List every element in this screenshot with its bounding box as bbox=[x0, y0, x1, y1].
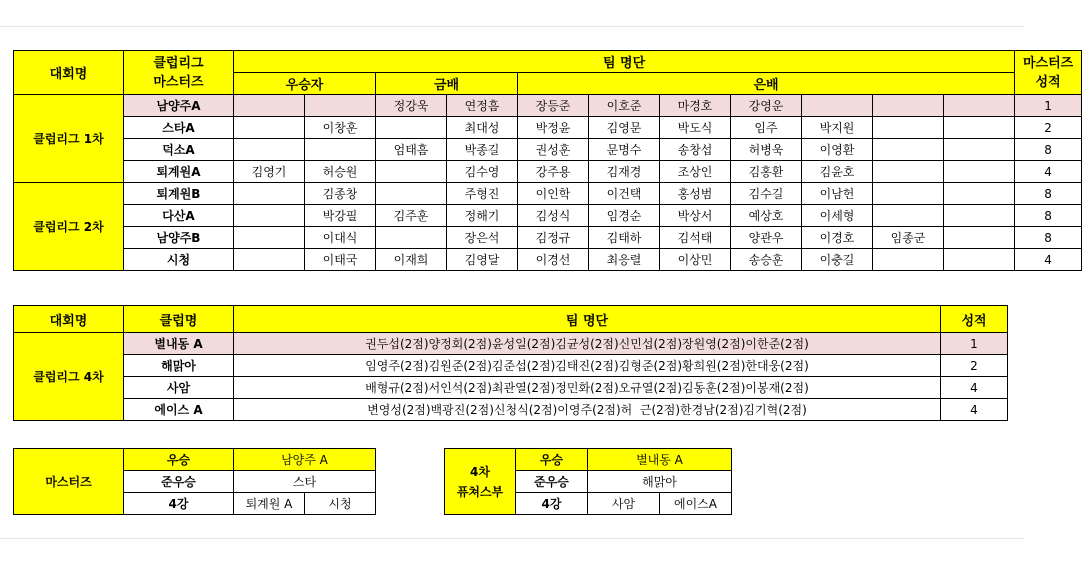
roster-cell: 권두섭(2점)양정회(2점)윤성일(2점)김균성(2점)신민섭(2점)장원영(2점)이한준(2점) bbox=[234, 333, 941, 355]
roster-cell: 김태하 bbox=[589, 227, 660, 249]
club-name: 별내동 A bbox=[124, 333, 234, 355]
roster-cell: 이대식 bbox=[305, 227, 376, 249]
roster-cell: 임주 bbox=[731, 117, 802, 139]
header-team-roster: 팀 명단 bbox=[234, 306, 941, 333]
roster-cell: 김재경 bbox=[589, 161, 660, 183]
roster-cell: 정강욱 bbox=[376, 95, 447, 117]
roster-cell bbox=[234, 205, 305, 227]
club-name: 퇴계원A bbox=[124, 161, 234, 183]
roster-cell: 김윤호 bbox=[802, 161, 873, 183]
semifinal-label: 4강 bbox=[516, 493, 588, 515]
header-league-masters: 클럽리그 마스터즈 bbox=[124, 51, 234, 95]
result-cell: 8 bbox=[1015, 227, 1082, 249]
roster-cell bbox=[944, 95, 1015, 117]
roster-cell: 배형규(2점)서인석(2점)최관열(2점)정민화(2점)오규열(2점)김동훈(2점)이봉재(2점) bbox=[234, 377, 941, 399]
result-cell: 4 bbox=[1015, 249, 1082, 271]
roster-cell: 강영운 bbox=[731, 95, 802, 117]
roster-cell: 정해기 bbox=[447, 205, 518, 227]
roster-cell bbox=[944, 161, 1015, 183]
roster-cell: 김영기 bbox=[234, 161, 305, 183]
roster-cell: 김수영 bbox=[447, 161, 518, 183]
result-cell: 8 bbox=[1015, 183, 1082, 205]
roster-cell bbox=[944, 227, 1015, 249]
club-name: 시청 bbox=[124, 249, 234, 271]
roster-cell: 이태국 bbox=[305, 249, 376, 271]
semifinal-team: 사암 bbox=[588, 493, 660, 515]
futures-title: 4차 퓨쳐스부 bbox=[445, 449, 516, 515]
group-name: 클럽리그 4차 bbox=[14, 333, 124, 421]
roster-cell: 최응렬 bbox=[589, 249, 660, 271]
roster-cell: 박지원 bbox=[802, 117, 873, 139]
sheet-bottom-gridline bbox=[0, 538, 1024, 539]
roster-cell: 홍성범 bbox=[660, 183, 731, 205]
masters-summary-table bbox=[13, 448, 376, 515]
runnerup-label: 준우승 bbox=[124, 471, 234, 493]
roster-cell: 송창섭 bbox=[660, 139, 731, 161]
roster-cell: 김영달 bbox=[447, 249, 518, 271]
roster-cell: 이경선 bbox=[518, 249, 589, 271]
club-name: 퇴계원B bbox=[124, 183, 234, 205]
roster-cell: 이건택 bbox=[589, 183, 660, 205]
club-name: 남양주B bbox=[124, 227, 234, 249]
roster-cell: 김수길 bbox=[731, 183, 802, 205]
league-masters-table bbox=[13, 50, 1082, 271]
roster-cell: 최대성 bbox=[447, 117, 518, 139]
roster-cell bbox=[873, 95, 944, 117]
roster-cell bbox=[234, 183, 305, 205]
roster-cell: 예상호 bbox=[731, 205, 802, 227]
header-tournament: 대회명 bbox=[14, 51, 124, 95]
roster-cell: 이세형 bbox=[802, 205, 873, 227]
header-tournament: 대회명 bbox=[14, 306, 124, 333]
roster-cell: 이영환 bbox=[802, 139, 873, 161]
roster-cell bbox=[944, 139, 1015, 161]
roster-cell: 변영성(2점)백광진(2점)신청식(2점)이영주(2점)허 근(2점)한경남(2점)김기혁(2점) bbox=[234, 399, 941, 421]
result-cell: 4 bbox=[1015, 161, 1082, 183]
club-name: 스타A bbox=[124, 117, 234, 139]
roster-cell: 주형진 bbox=[447, 183, 518, 205]
roster-cell: 박정윤 bbox=[518, 117, 589, 139]
champion-team: 남양주 A bbox=[234, 449, 376, 471]
group-name: 클럽리그 2차 bbox=[14, 183, 124, 271]
result-cell: 8 bbox=[1015, 139, 1082, 161]
roster-cell: 장등준 bbox=[518, 95, 589, 117]
header-winner: 우승자 bbox=[234, 73, 376, 95]
club-name: 덕소A bbox=[124, 139, 234, 161]
roster-cell bbox=[873, 183, 944, 205]
roster-cell: 박강필 bbox=[305, 205, 376, 227]
semifinal-label: 4강 bbox=[124, 493, 234, 515]
roster-cell: 장은석 bbox=[447, 227, 518, 249]
roster-cell bbox=[234, 139, 305, 161]
roster-cell bbox=[873, 249, 944, 271]
roster-cell: 엄태흠 bbox=[376, 139, 447, 161]
roster-cell: 이경호 bbox=[802, 227, 873, 249]
group-name: 클럽리그 1차 bbox=[14, 95, 124, 183]
roster-cell: 허병욱 bbox=[731, 139, 802, 161]
roster-cell bbox=[234, 227, 305, 249]
result-cell: 4 bbox=[941, 377, 1008, 399]
futures-league-table bbox=[13, 305, 1008, 421]
roster-cell: 김성식 bbox=[518, 205, 589, 227]
roster-cell: 송승훈 bbox=[731, 249, 802, 271]
roster-cell bbox=[376, 183, 447, 205]
roster-cell: 이상민 bbox=[660, 249, 731, 271]
roster-cell: 강주용 bbox=[518, 161, 589, 183]
result-cell: 2 bbox=[1015, 117, 1082, 139]
roster-cell: 임영주(2점)김원준(2점)김준섭(2점)김태진(2점)김형준(2점)황희원(2점)한대웅(2점) bbox=[234, 355, 941, 377]
result-cell: 1 bbox=[941, 333, 1008, 355]
result-cell: 8 bbox=[1015, 205, 1082, 227]
roster-cell: 연정흠 bbox=[447, 95, 518, 117]
roster-cell: 임경순 bbox=[589, 205, 660, 227]
roster-cell: 이재희 bbox=[376, 249, 447, 271]
roster-cell bbox=[234, 117, 305, 139]
club-name: 다산A bbox=[124, 205, 234, 227]
roster-cell: 박종길 bbox=[447, 139, 518, 161]
roster-cell: 김홍환 bbox=[731, 161, 802, 183]
roster-cell: 이남헌 bbox=[802, 183, 873, 205]
club-name: 사암 bbox=[124, 377, 234, 399]
header-gold: 금배 bbox=[376, 73, 518, 95]
roster-cell bbox=[305, 139, 376, 161]
masters-title: 마스터즈 bbox=[14, 449, 124, 515]
header-club: 클럽명 bbox=[124, 306, 234, 333]
roster-cell bbox=[944, 183, 1015, 205]
roster-cell: 허승원 bbox=[305, 161, 376, 183]
roster-cell: 김석태 bbox=[660, 227, 731, 249]
roster-cell: 임종군 bbox=[873, 227, 944, 249]
roster-cell: 이창훈 bbox=[305, 117, 376, 139]
club-name: 해맑아 bbox=[124, 355, 234, 377]
header-silver: 은배 bbox=[518, 73, 1015, 95]
roster-cell bbox=[873, 161, 944, 183]
roster-cell: 양관우 bbox=[731, 227, 802, 249]
roster-cell: 김영문 bbox=[589, 117, 660, 139]
roster-cell bbox=[944, 205, 1015, 227]
header-masters-result: 마스터즈 성적 bbox=[1015, 51, 1082, 95]
roster-cell bbox=[376, 227, 447, 249]
roster-cell bbox=[305, 95, 376, 117]
club-name: 에이스 A bbox=[124, 399, 234, 421]
header-result: 성적 bbox=[941, 306, 1008, 333]
roster-cell bbox=[944, 117, 1015, 139]
roster-cell: 박상서 bbox=[660, 205, 731, 227]
champion-team: 별내동 A bbox=[588, 449, 732, 471]
result-cell: 1 bbox=[1015, 95, 1082, 117]
runnerup-team: 스타 bbox=[234, 471, 376, 493]
roster-cell: 이충길 bbox=[802, 249, 873, 271]
header-team-roster: 팀 명단 bbox=[234, 51, 1015, 73]
roster-cell bbox=[802, 95, 873, 117]
roster-cell bbox=[873, 117, 944, 139]
futures-summary-table bbox=[444, 448, 732, 515]
roster-cell bbox=[376, 117, 447, 139]
champion-label: 우승 bbox=[124, 449, 234, 471]
runnerup-label: 준우승 bbox=[516, 471, 588, 493]
roster-cell: 조상인 bbox=[660, 161, 731, 183]
roster-cell: 권성훈 bbox=[518, 139, 589, 161]
roster-cell bbox=[873, 139, 944, 161]
roster-cell bbox=[234, 95, 305, 117]
roster-cell bbox=[234, 249, 305, 271]
semifinal-team: 시청 bbox=[305, 493, 376, 515]
roster-cell bbox=[944, 249, 1015, 271]
roster-cell: 김종창 bbox=[305, 183, 376, 205]
roster-cell: 문명수 bbox=[589, 139, 660, 161]
roster-cell: 이호준 bbox=[589, 95, 660, 117]
semifinal-team: 퇴계원 A bbox=[234, 493, 305, 515]
result-cell: 2 bbox=[941, 355, 1008, 377]
club-name: 남양주A bbox=[124, 95, 234, 117]
roster-cell: 김정규 bbox=[518, 227, 589, 249]
semifinal-team: 에이스A bbox=[660, 493, 732, 515]
roster-cell: 마경호 bbox=[660, 95, 731, 117]
roster-cell: 김주훈 bbox=[376, 205, 447, 227]
roster-cell: 이인학 bbox=[518, 183, 589, 205]
roster-cell bbox=[376, 161, 447, 183]
result-cell: 4 bbox=[941, 399, 1008, 421]
roster-cell: 박도식 bbox=[660, 117, 731, 139]
runnerup-team: 해맑아 bbox=[588, 471, 732, 493]
champion-label: 우승 bbox=[516, 449, 588, 471]
sheet-top-gridline bbox=[0, 26, 1024, 27]
roster-cell bbox=[873, 205, 944, 227]
